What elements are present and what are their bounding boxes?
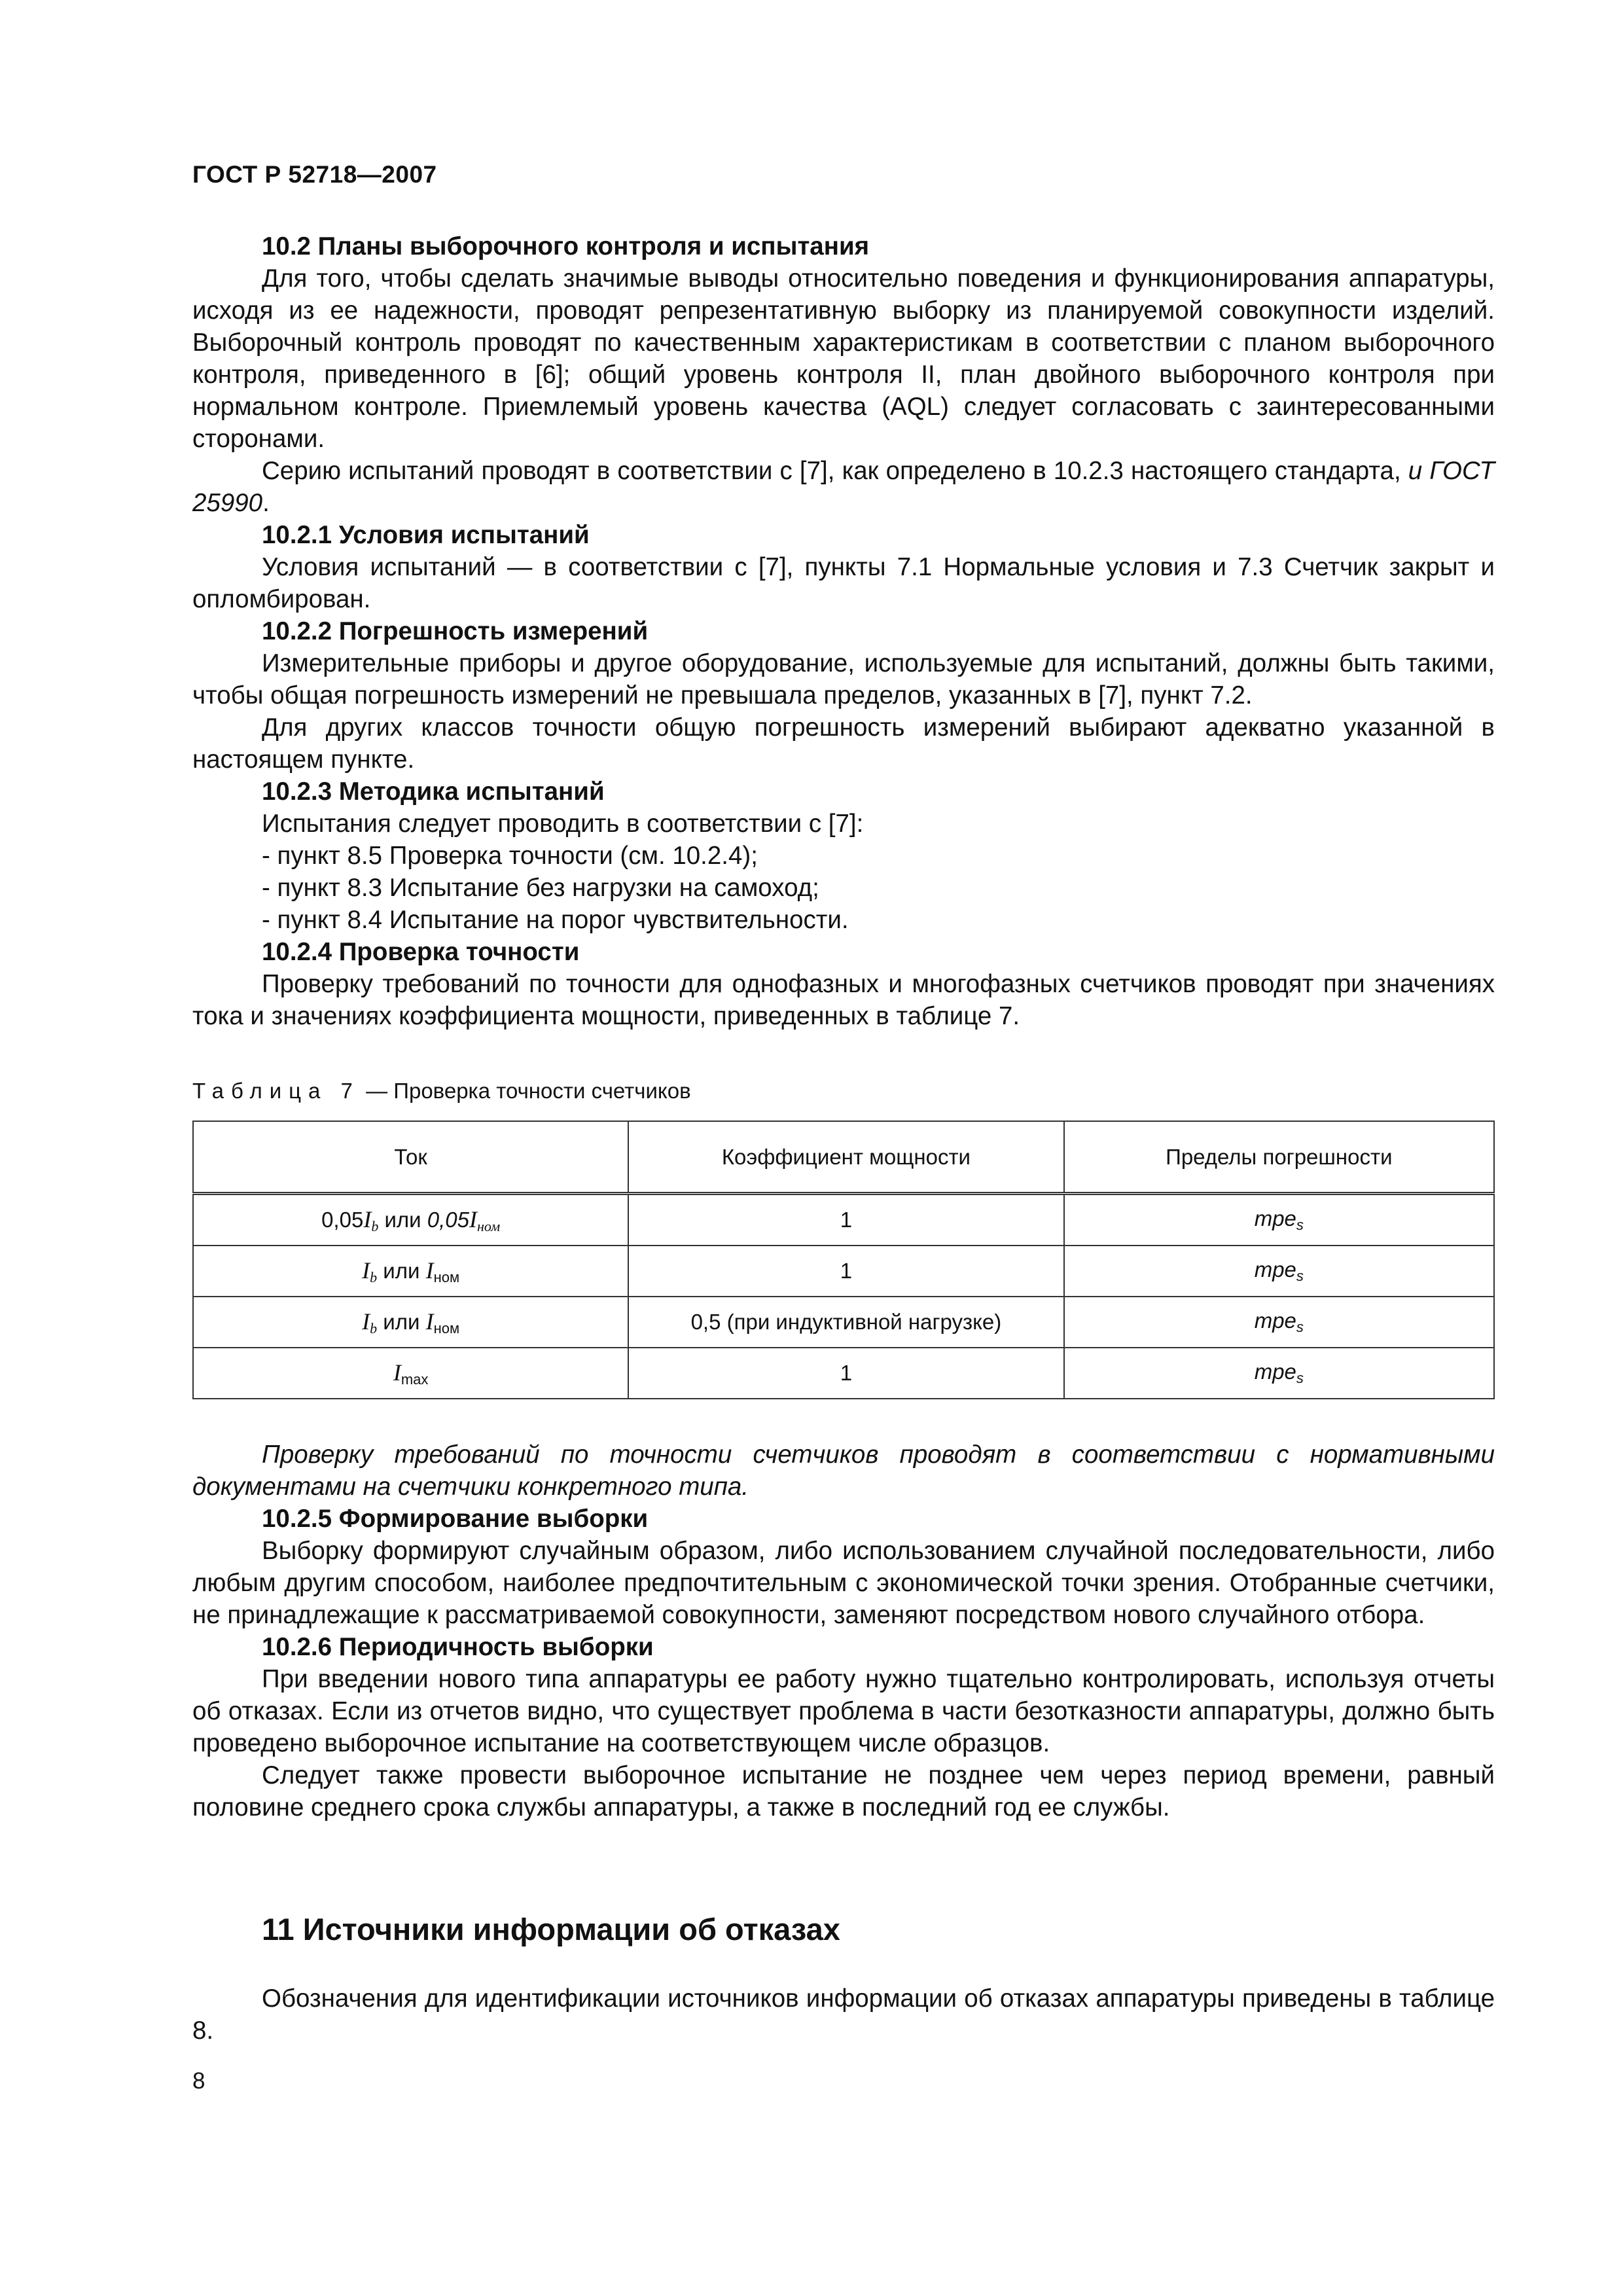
table-row — [193, 1246, 1494, 1297]
table-title: — Проверка точности счетчиков — [359, 1079, 691, 1103]
section-10-2-6-paragraph-1: При введении нового типа аппаратуры ее работу нужно тщательно контролировать, используя отчеты об отказах. Если из отчетов видно, что существует проблема в части безотказности аппаратуры, должно быть проведено выборочное испытание на соответствующем числе образцов. — [192, 1665, 1495, 1757]
section-10-2-4-heading: 10.2.4 Проверка точности — [262, 938, 580, 966]
section-10-2-paragraph-1: Для того, чтобы сделать значимые выводы относительно поведения и функционирования аппаратуры, исходя из ее надежности, проводят репрезентативную выборку из планируемой совокупности изделий. Выборочный контроль проводят по качественным характеристикам в соответствии с планом выборочного контроля, приведенного в [6]; общий уровень контроля II, план двойного выборочного контроля при нормальном контроле. Приемлемый уровень качества (AQL) следует согласовать с заинтересованными сторонами. — [192, 264, 1495, 453]
table-note: Проверку требований по точности счетчиков проводят в соответствии с нормативными документами на счетчики конкретного типа. — [192, 1441, 1495, 1501]
current-cell — [193, 1246, 628, 1297]
list-item: - пункт 8.3 Испытание без нагрузки на самоход; — [262, 874, 819, 902]
power-factor-cell: 1 — [628, 1246, 1063, 1297]
section-10-2-6-paragraph-2: Следует также провести выборочное испытание не позднее чем через период времени, равный половине среднего срока службы аппаратуры, а также в последний год ее службы. — [192, 1761, 1495, 1821]
table-header-row — [193, 1121, 1494, 1194]
power-factor-cell: 0,5 (при индуктивной нагрузке) — [628, 1297, 1063, 1348]
current-cell — [193, 1194, 628, 1246]
current-symbol: I — [425, 1257, 434, 1283]
header-error-limits: Пределы погрешности — [1064, 1121, 1494, 1194]
current-cell — [193, 1348, 628, 1399]
conjunction: или — [377, 1309, 426, 1334]
subscript: b — [370, 1268, 378, 1285]
current-symbol: I — [469, 1206, 478, 1232]
current-cell — [193, 1297, 628, 1348]
subscript: ном — [433, 1319, 460, 1336]
section-10-2-1-heading: 10.2.1 Условия испытаний — [262, 521, 590, 549]
gost-reference: и ГОСТ 25990 — [192, 457, 1495, 517]
current-symbol: I — [425, 1308, 434, 1335]
subscript: s — [1296, 1217, 1304, 1233]
subscript: b — [371, 1217, 379, 1234]
current-symbol: I — [362, 1308, 370, 1335]
section-10-2-3-heading: 10.2.3 Методика испытаний — [262, 778, 605, 806]
section-10-2-5-heading: 10.2.5 Формирование выборки — [262, 1505, 649, 1533]
section-10-2-5-paragraph: Выборку формируют случайным образом, либо использованием случайной последовательности, либо любым другим способом, наиболее предпочтительным с экономической точки зрения. Отобранные счетчики, не принадлежащие к рассматриваемой совокупности, заменяют посредством нового случайного отбора. — [192, 1537, 1495, 1629]
section-10-2-1-paragraph: Условия испытаний — в соответствии с [7], пункты 7.1 Нормальные условия и 7.3 Счетчик закрыт и опломбирован. — [192, 553, 1495, 613]
section-11-paragraph: Обозначения для идентификации источников информации об отказах аппаратуры приведены в таблице 8. — [192, 1984, 1495, 2045]
table-label: Таблица 7 — [192, 1079, 360, 1103]
subscript: ном — [477, 1217, 501, 1234]
subscript: b — [370, 1319, 378, 1336]
table-row — [193, 1194, 1494, 1246]
power-factor-cell: 1 — [628, 1348, 1063, 1399]
current-symbol: I — [363, 1206, 372, 1232]
mpe: mpe — [1254, 1257, 1296, 1282]
section-11-text — [192, 1982, 1495, 2047]
power-factor-cell: 1 — [628, 1194, 1063, 1246]
header-power-factor: Коэффициент мощности — [628, 1121, 1063, 1194]
paragraph-end: . — [262, 489, 270, 517]
table-7-caption — [192, 1079, 691, 1103]
header-current: Ток — [193, 1121, 628, 1194]
subscript: ном — [433, 1268, 460, 1285]
page-number: 8 — [192, 2068, 205, 2094]
section-10-2-2-heading: 10.2.2 Погрешность измерений — [262, 617, 649, 645]
error-limit-cell — [1064, 1348, 1494, 1399]
mpe: mpe — [1254, 1308, 1296, 1333]
conjunction: или — [378, 1207, 427, 1232]
subscript: s — [1296, 1268, 1304, 1284]
section-10-2-heading: 10.2 Планы выборочного контроля и испытания — [262, 232, 870, 260]
table-7 — [192, 1121, 1495, 1399]
error-limit-cell — [1064, 1297, 1494, 1348]
section-10-2-6-heading: 10.2.6 Периодичность выборки — [262, 1633, 654, 1661]
document-code: ГОСТ Р 52718—2007 — [192, 161, 437, 188]
subscript: s — [1296, 1319, 1304, 1335]
subscript: max — [401, 1371, 429, 1388]
coef: 0,05 — [427, 1207, 470, 1232]
paragraph-text: Серию испытаний проводят в соответствии с [7], как определено в 10.2.3 настоящего стандарта, — [262, 457, 1408, 485]
subscript: s — [1296, 1370, 1304, 1386]
error-limit-cell — [1064, 1194, 1494, 1246]
table-row — [193, 1348, 1494, 1399]
current-symbol: I — [362, 1257, 370, 1283]
conjunction: или — [377, 1258, 426, 1283]
section-10-2-3-paragraph: Испытания следует проводить в соответствии с [7]: — [262, 810, 864, 838]
mpe: mpe — [1254, 1206, 1296, 1230]
table-row — [193, 1297, 1494, 1348]
list-item: - пункт 8.5 Проверка точности (см. 10.2.4); — [262, 842, 758, 870]
main-text-upper — [192, 230, 1495, 1032]
section-10-2-4-paragraph: Проверку требований по точности для однофазных и многофазных счетчиков проводят при значениях тока и значениях коэффициента мощности, приведенных в таблице 7. — [192, 970, 1495, 1030]
section-10-2-paragraph-2 — [192, 455, 1495, 519]
mpe: mpe — [1254, 1359, 1296, 1384]
section-10-2-2-paragraph-1: Измерительные приборы и другое оборудование, используемые для испытаний, должны быть такими, чтобы общая погрешность измерений не превышала пределов, указанных в [7], пункт 7.2. — [192, 649, 1495, 709]
list-item: - пункт 8.4 Испытание на порог чувствительности. — [262, 906, 849, 934]
coef: 0,05 — [321, 1207, 364, 1232]
section-11-title: 11 Источники информации об отказах — [262, 1912, 840, 1946]
current-symbol: I — [393, 1359, 401, 1386]
error-limit-cell — [1064, 1246, 1494, 1297]
section-10-2-2-paragraph-2: Для других классов точности общую погрешность измерений выбирают адекватно указанной в настоящем пункте. — [192, 713, 1495, 774]
main-text-lower — [192, 1439, 1495, 1823]
